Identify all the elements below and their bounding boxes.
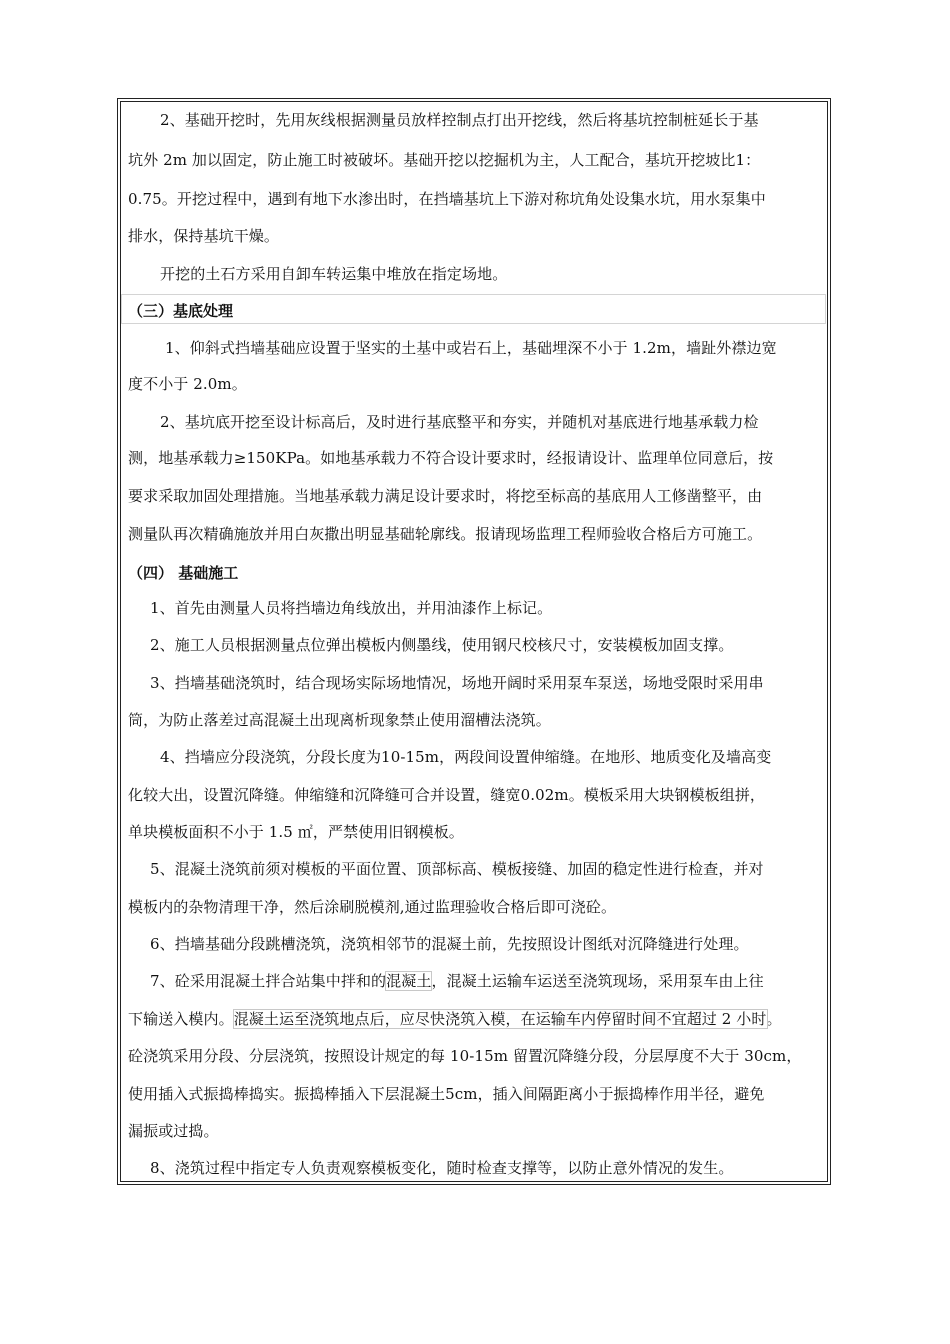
text-line: 使用插入式振捣棒捣实。振捣棒插入下层混凝土5cm，插入间隔距离小于振捣棒作用半径，避免 bbox=[128, 1085, 765, 1103]
highlighted-text: 混凝土 bbox=[386, 972, 432, 990]
text-line bbox=[150, 971, 764, 991]
text-line: 3、挡墙基础浇筑时，结合现场实际场地情况，场地开阔时采用泵车泵送，场地受限时采用串 bbox=[150, 674, 764, 692]
text-run: 。 bbox=[766, 1010, 782, 1028]
text-line: 2、基坑底开挖至设计标高后，及时进行基底整平和夯实，并随机对基底进行地基承载力检 bbox=[160, 413, 759, 431]
text-line: 要求采取加固处理措施。当地基承载力满足设计要求时，将挖至标高的基底用人工修凿整平，由 bbox=[128, 487, 763, 505]
text-line: 测，地基承载力≥150KPa。如地基承载力不符合设计要求时，经报请设计、监理单位同意后，按 bbox=[128, 449, 774, 467]
text-line: 坑外 2m 加以固定，防止施工时被破坏。基础开挖以挖掘机为主，人工配合，基坑开挖坡比1： bbox=[128, 151, 761, 169]
text-line: 砼浇筑采用分段、分层浇筑，按照设计规定的每 10-15m 留置沉降缝分段，分层厚度不大于 30cm， bbox=[128, 1047, 802, 1065]
text-line: 6、挡墙基础分段跳槽浇筑，浇筑相邻节的混凝土前，先按照设计图纸对沉降缝进行处理。 bbox=[150, 935, 749, 953]
text-line: 度不小于 2.0m。 bbox=[128, 375, 247, 393]
text-line: 漏振或过捣。 bbox=[128, 1122, 219, 1140]
text-line: 化较大出，设置沉降缝。伸缩缝和沉降缝可合并设置，缝宽0.02m。模板采用大块钢模板组拼， bbox=[128, 786, 766, 804]
text-line: 4、挡墙应分段浇筑，分段长度为10-15m，两段间设置伸缩缝。在地形、地质变化及墙高变 bbox=[160, 748, 772, 766]
text-line: 排水，保持基坑干燥。 bbox=[128, 227, 280, 245]
section-heading: （四） 基础施工 bbox=[128, 564, 239, 582]
text-line: 1、首先由测量人员将挡墙边角线放出，并用油漆作上标记。 bbox=[150, 599, 553, 617]
text-line: 开挖的土石方采用自卸车转运集中堆放在指定场地。 bbox=[160, 265, 508, 283]
highlighted-text: 混凝土运至浇筑地点后，应尽快浇筑入模，在运输车内停留时间不宜超过 2 小时 bbox=[233, 1010, 767, 1028]
section-heading: （三）基底处理 bbox=[128, 302, 234, 320]
text-line bbox=[128, 1009, 782, 1029]
text-line: 2、施工人员根据测量点位弹出模板内侧墨线，使用钢尺校核尺寸，安装模板加固支撑。 bbox=[150, 636, 734, 654]
text-run: ，混凝土运输车运送至浇筑现场，采用泵车由上往 bbox=[431, 972, 764, 990]
text-line: 模板内的杂物清理干净，然后涂刷脱模剂,通过监理验收合格后即可浇砼。 bbox=[128, 898, 617, 916]
text-run: 下输送入模内。 bbox=[128, 1010, 234, 1028]
text-line: 1、仰斜式挡墙基础应设置于坚实的土基中或岩石上，基础埋深不小于 1.2m，墙趾外襟边宽 bbox=[165, 339, 777, 357]
text-line: 8、浇筑过程中指定专人负责观察模板变化，随时检查支撑等，以防止意外情况的发生。 bbox=[150, 1159, 734, 1177]
text-line: 单块模板面积不小于 1.5 ㎡，严禁使用旧钢模板。 bbox=[128, 823, 464, 841]
text-line: 0.75。开挖过程中，遇到有地下水渗出时，在挡墙基坑上下游对称坑角处设集水坑，用水泵集中 bbox=[128, 190, 766, 208]
text-line: 测量队再次精确施放并用白灰撒出明显基础轮廓线。报请现场监理工程师验收合格后方可施工。 bbox=[128, 525, 763, 543]
text-line: 筒，为防止落差过高混凝土出现离析现象禁止使用溜槽法浇筑。 bbox=[128, 711, 551, 729]
text-run: 7、砼采用混凝土拌合站集中拌和的 bbox=[150, 972, 387, 990]
text-line: 5、混凝土浇筑前须对模板的平面位置、顶部标高、模板接缝、加固的稳定性进行检查，并对 bbox=[150, 860, 764, 878]
text-line: 2、基础开挖时，先用灰线根据测量员放样控制点打出开挖线，然后将基坑控制桩延长于基 bbox=[160, 111, 759, 129]
